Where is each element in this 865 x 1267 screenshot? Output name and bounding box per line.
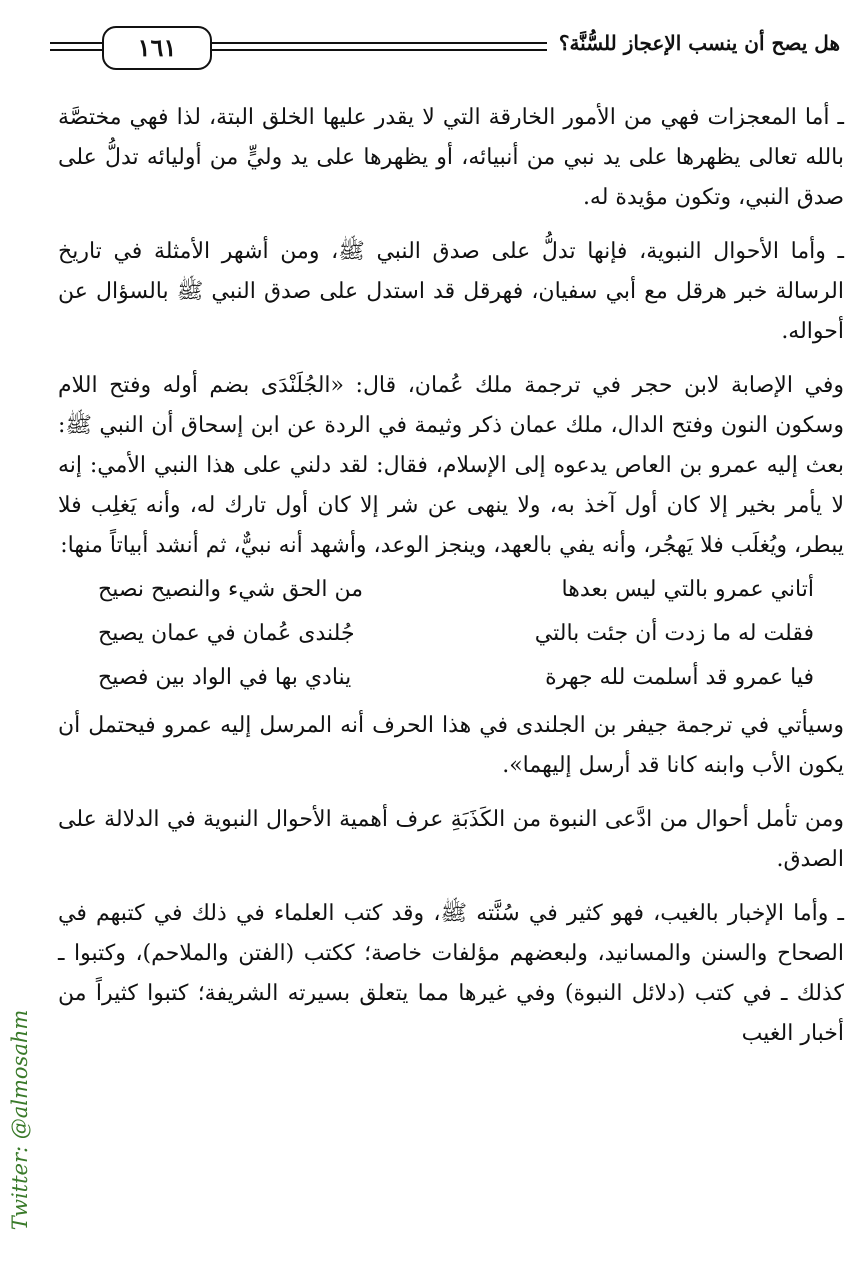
verse-first-hemistich: فيا عمرو قد أسلمت لله جهرة	[545, 665, 814, 690]
verse-second-hemistich: ينادي بها في الواد بين فصيح	[98, 665, 352, 690]
verse-second-hemistich: من الحق شيء والنصيح نصيح	[98, 577, 364, 602]
poem-verse	[98, 568, 814, 612]
page-header	[50, 26, 840, 72]
verse-first-hemistich: أتاني عمرو بالتي ليس بعدها	[561, 577, 814, 602]
paragraph-prophetic-states: ـ وأما الأحوال النبوية، فإنها تدلُّ على صدق النبي ﷺ، ومن أشهر الأمثلة في تاريخ الرسالة خبر هرقل مع أبي سفيان، فهرقل قد استدل على صدق النبي ﷺ بالسؤال عن أحواله.	[58, 239, 844, 344]
page-number: ١٦١	[102, 26, 212, 70]
running-title: هل يصح أن ينسب الإعجاز للسُّنَّة؟	[547, 26, 840, 60]
page-body	[58, 98, 844, 1068]
paragraph-false-prophets: ومن تأمل أحوال من ادَّعى النبوة من الكَذَبَةِ عرف أهمية الأحوال النبوية في الدلالة على الصدق.	[58, 807, 844, 872]
paragraph-jayfar: وسيأتي في ترجمة جيفر بن الجلندى في هذا الحرف أنه المرسل إليه عمرو فيحتمل أن يكون الأب وابنه كانا قد أرسل إليهما».	[58, 713, 844, 778]
poem	[98, 568, 814, 700]
verse-second-hemistich: جُلندى عُمان في عمان يصيح	[98, 621, 355, 646]
poem-verse	[98, 612, 814, 656]
poem-verse	[98, 656, 814, 700]
verse-first-hemistich: فقلت له ما زدت أن جئت بالتي	[534, 621, 814, 646]
paragraph-miracles: ـ أما المعجزات فهي من الأمور الخارقة التي لا يقدر عليها الخلق البتة، لذا فهي مختصَّة بالله تعالى يظهرها على يد نبي من أنبيائه، أو يظهرها على يد وليٍّ من أوليائه تدلُّ على صدق النبي، وتكون مؤيدة له.	[58, 105, 844, 210]
paragraph-unseen: ـ وأما الإخبار بالغيب، فهو كثير في سُنَّته ﷺ، وقد كتب العلماء في ذلك في كتبهم في الصحاح والسنن والمسانيد، ولبعضهم مؤلفات خاصة؛ ككتب (الفتن والملاحم)، وكتبوا ـ كذلك ـ في كتب (دلائل النبوة) وفي غيرها مما يتعلق بسيرته الشريفة؛ كتبوا كثيراً من أخبار الغيب	[58, 901, 844, 1046]
twitter-handle: Twitter: @almosahm	[8, 1009, 32, 1231]
paragraph-julanda: وفي الإصابة لابن حجر في ترجمة ملك عُمان، قال: «الجُلَنْدَى بضم أوله وفتح اللام وسكون النون وفتح الدال، ملك عمان ذكر وثيمة في الردة عن ابن إسحاق أن النبي ﷺ: بعث إليه عمرو بن العاص يدعوه إلى الإسلام، فقال: لقد دلني على هذا النبي الأمي: إنه لا يأمر بخير إلا كان أول آخذ به، ولا ينهى عن شر إلا كان أول تارك له، وأنه يَغلِب فلا يبطر، ويُغلَب فلا يَهجُر، وأنه يفي بالعهد، وينجز الوعد، وأشهد أنه نبيٌّ، ثم أنشد أبياتاً منها:	[58, 373, 844, 558]
